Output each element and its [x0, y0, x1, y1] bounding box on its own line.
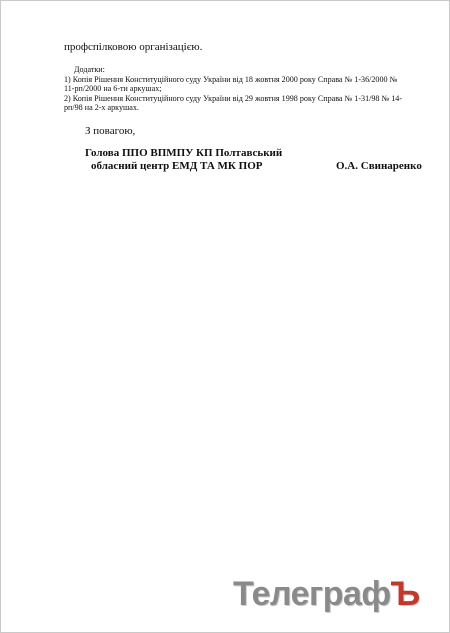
signature-title-line-1: Голова ППО ВПМПУ КП Полтавський — [85, 147, 283, 159]
closing-phrase: З повагою, — [85, 125, 136, 137]
continuation-text: профспілковою організацією. — [64, 41, 203, 53]
telegraf-watermark-logo — [233, 577, 420, 611]
signatory-name: О.А. Свинаренко — [336, 160, 422, 172]
attachment-line: 1) Копія Рішення Конституційного суду України від 18 жовтня 2000 року Справа № 1-36/2000 № — [64, 74, 398, 84]
attachment-line: рп/98 на 2-х аркушах. — [64, 103, 139, 113]
attachment-line: 2) Копія Рішення Конституційного суду України від 29 жовтня 1998 року Справа № 1-31/98 № 14- — [64, 93, 403, 103]
attachments-heading: Додатки: — [74, 65, 105, 74]
attachment-line: 11-рп/2000 на 6-ти аркушах; — [64, 84, 162, 94]
attachments-section — [64, 65, 420, 113]
signature-title-line-2: обласний центр ЕМД ТА МК ПОР — [91, 160, 263, 172]
watermark-accent-letter: Ъ — [390, 575, 420, 613]
watermark-text: Телеграф — [233, 575, 391, 613]
signature-title — [85, 147, 282, 173]
